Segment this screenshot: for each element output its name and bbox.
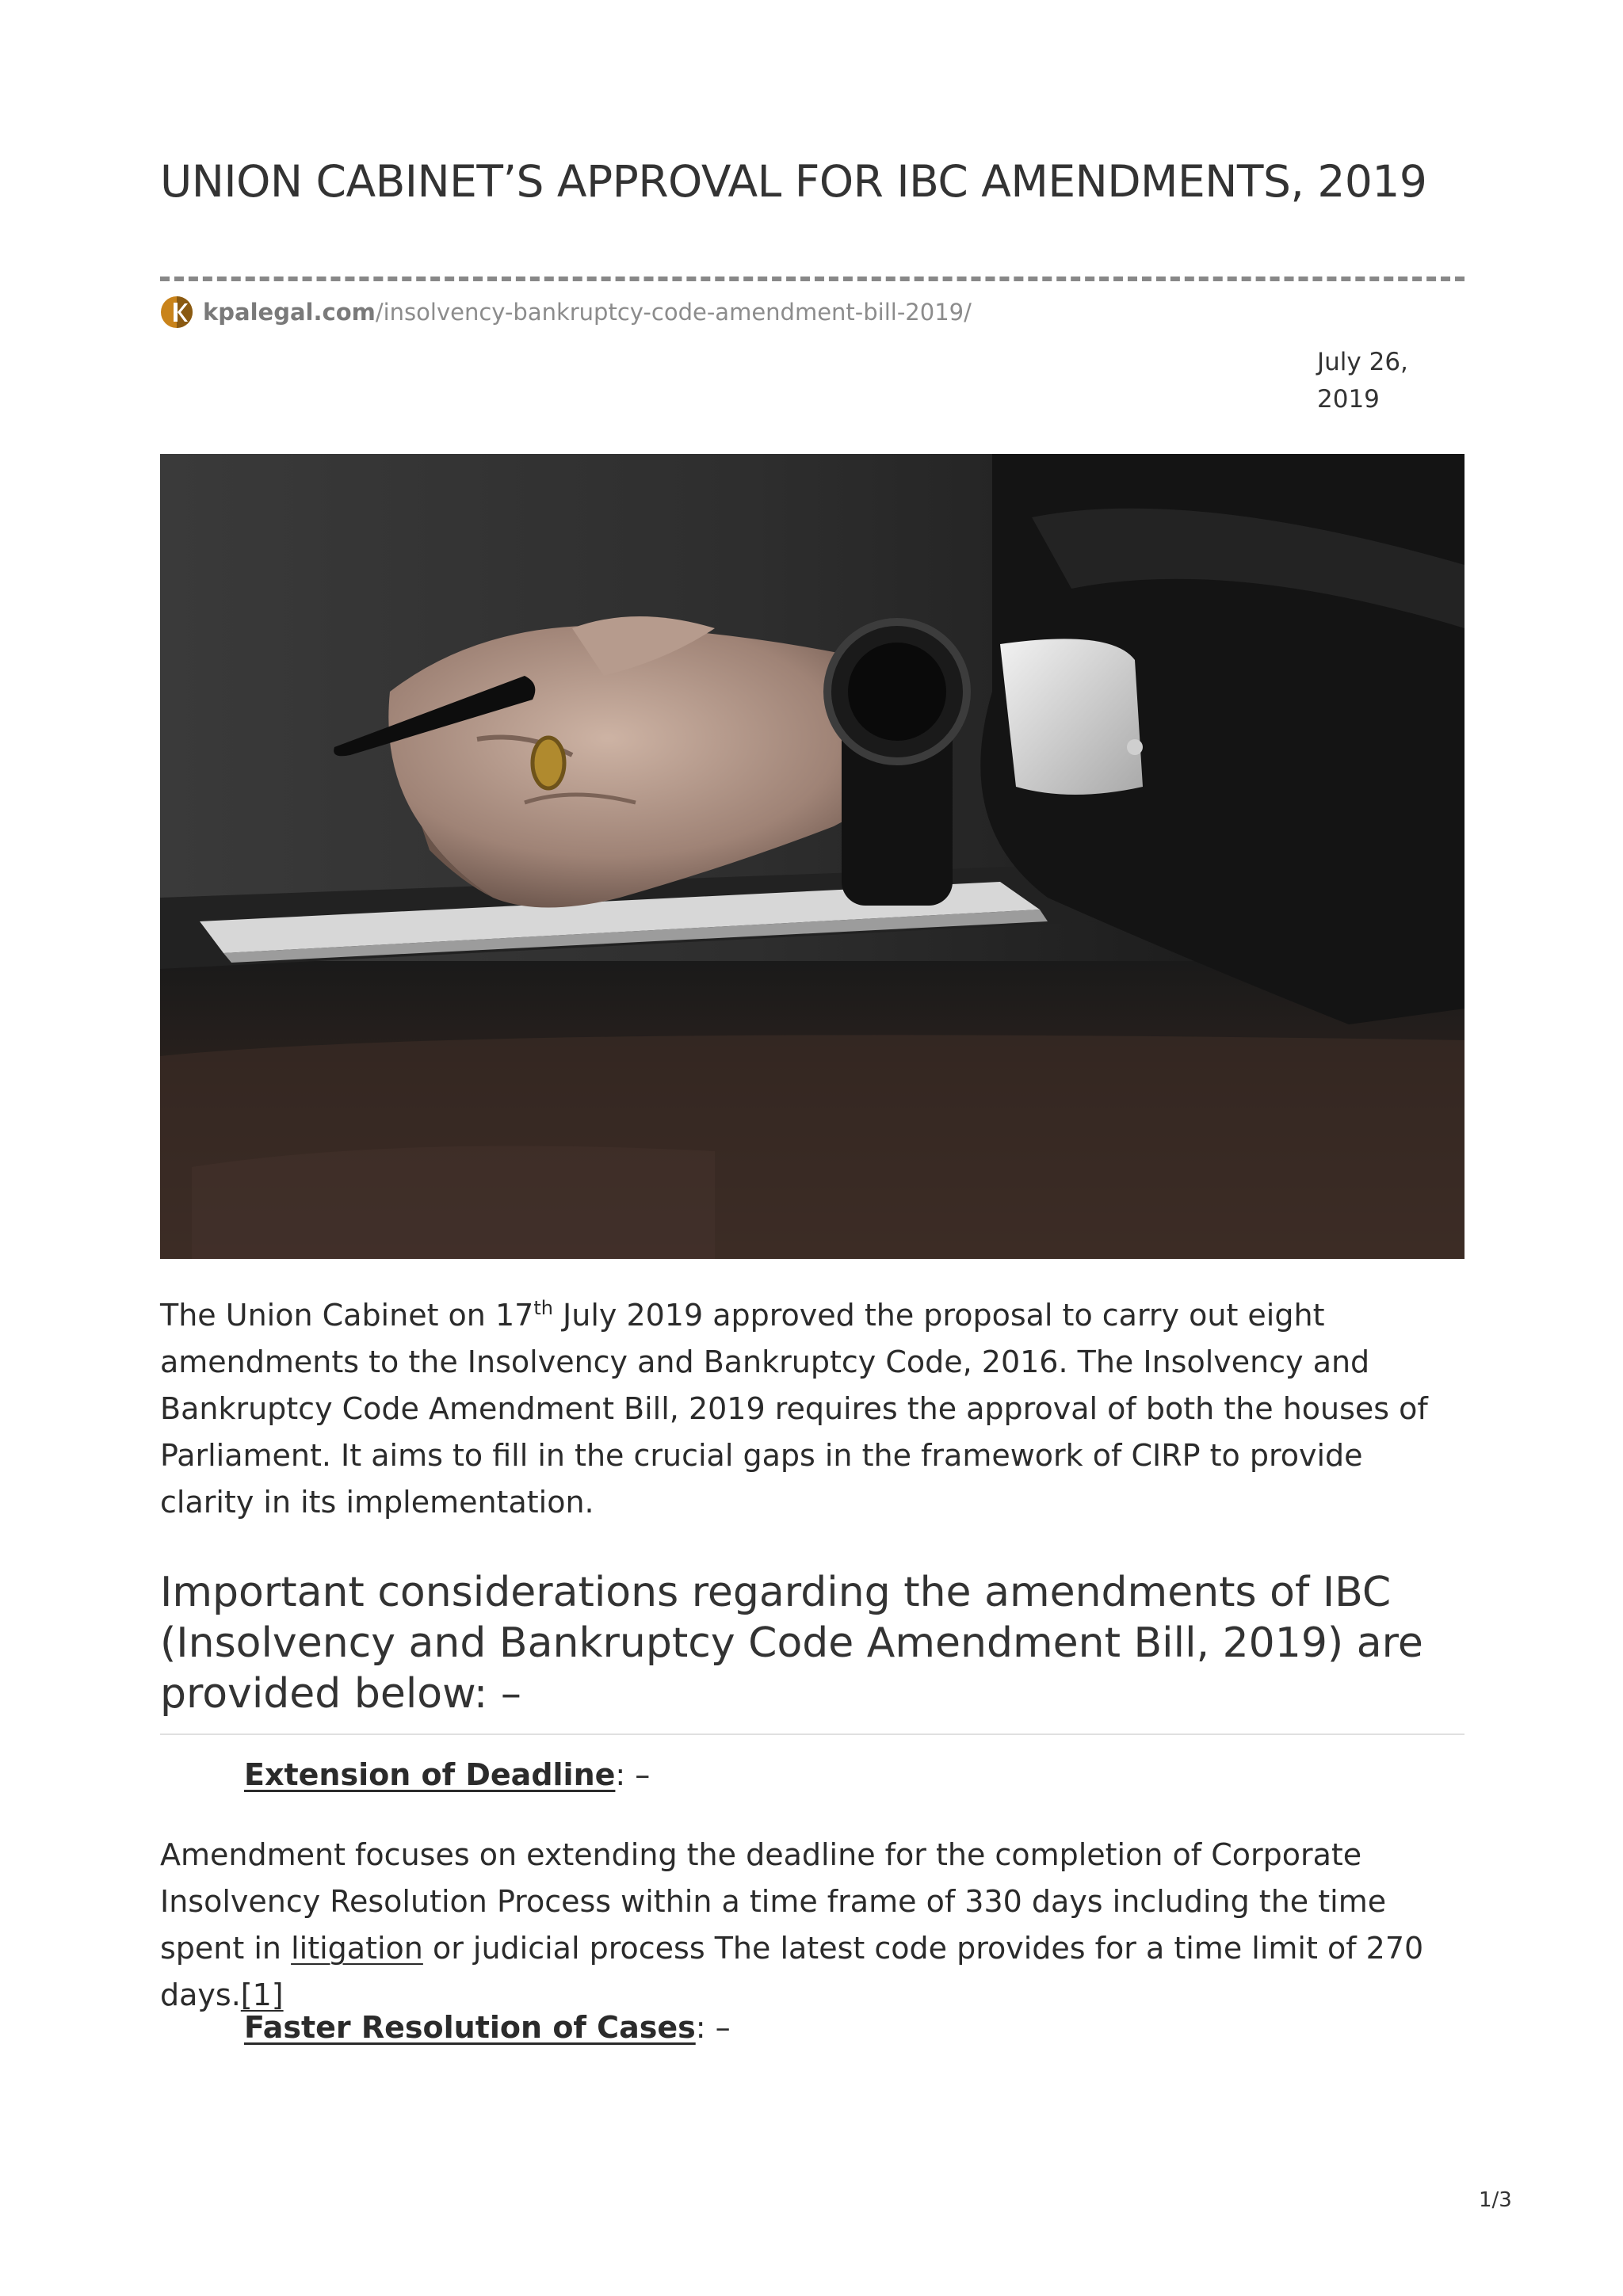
deadline-paragraph	[160, 1832, 1465, 2019]
point-heading-suffix: : –	[695, 2010, 731, 2045]
title-divider	[160, 277, 1465, 281]
point-heading-deadline	[244, 1754, 650, 1795]
litigation-link[interactable]: litigation	[291, 1931, 423, 1966]
point-heading-faster-resolution	[244, 2007, 731, 2048]
page-number: 1/3	[1479, 2188, 1512, 2212]
intro-superscript: th	[533, 1297, 553, 1319]
source-path[interactable]: /insolvency-bankruptcy-code-amendment-bill-2019/	[375, 299, 972, 326]
source-link[interactable]	[160, 295, 972, 330]
hero-image	[160, 454, 1465, 1259]
intro-text-part1: The Union Cabinet on 17	[160, 1298, 534, 1333]
kpa-logo-icon	[160, 296, 193, 329]
section-divider	[160, 1733, 1465, 1735]
source-domain[interactable]: kpalegal.com	[203, 299, 376, 326]
footnote-link[interactable]: [1]	[240, 1978, 284, 2012]
point-heading-label: Extension of Deadline	[244, 1757, 616, 1792]
point-heading-label: Faster Resolution of Cases	[244, 2010, 696, 2045]
deadline-text-before: Amendment focuses on extending the deadline for the completion of Corporate Insolvency Resolution Process within a time frame of 330 days including the time spent in	[160, 1837, 1387, 1966]
deadline-text-after: or judicial process The latest code provides for a time limit of 270 days.	[160, 1931, 1424, 2012]
intro-paragraph	[160, 1292, 1465, 1526]
section-heading: Important considerations regarding the amendments of IBC (Insolvency and Bankruptcy Code Amendment Bill, 2019) are provided below: –	[160, 1569, 1423, 1718]
point-heading-suffix: : –	[615, 1757, 651, 1792]
article-title: UNION CABINET’S APPROVAL FOR IBC AMENDMENTS, 2019	[160, 156, 1427, 207]
publish-date: July 26, 2019	[1317, 348, 1408, 414]
intro-text-part2: July 2019 approved the proposal to carry out eight amendments to the Insolvency and Bankruptcy Code, 2016. The Insolvency and Bankruptcy Code Amendment Bill, 2019 requires the approval of both the houses of Parliament. It aims to fill in the crucial gaps in the framework of CIRP to provide clarity in its implementation.	[160, 1298, 1428, 1520]
